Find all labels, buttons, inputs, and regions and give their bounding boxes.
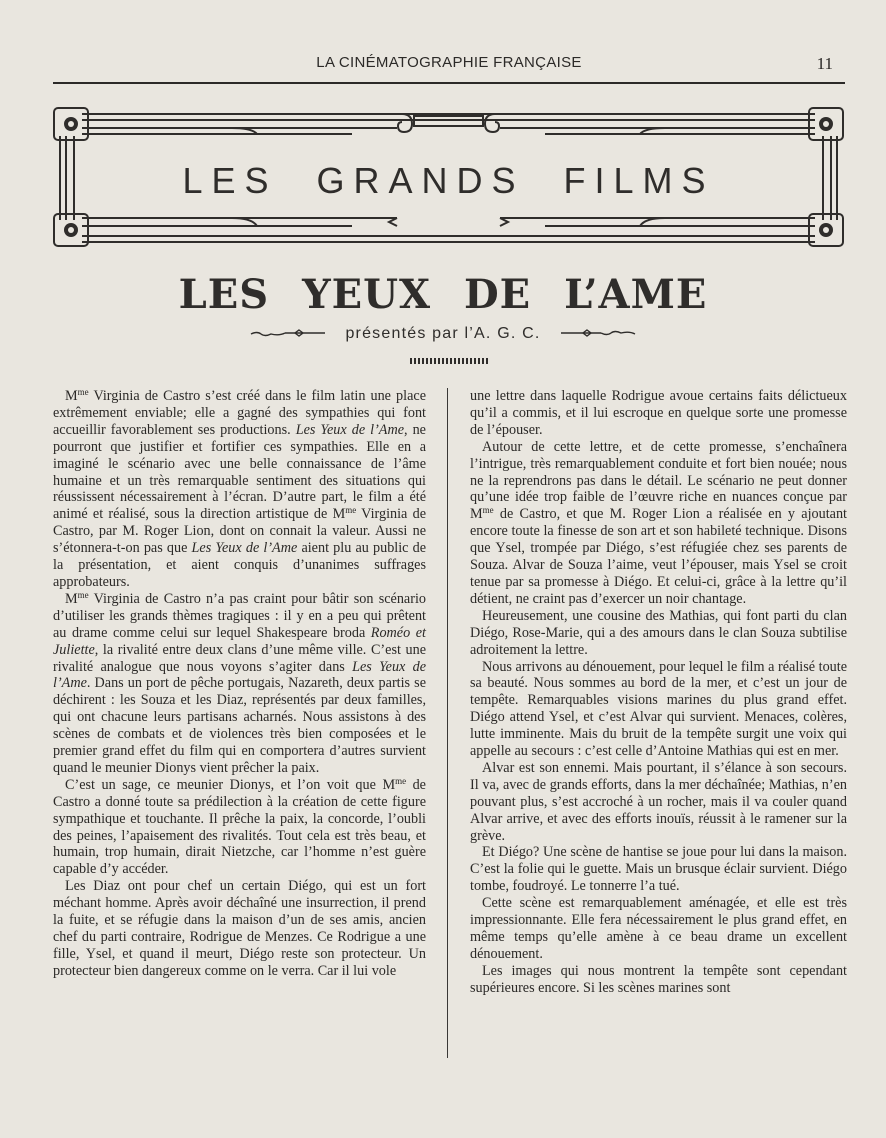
banner-title: LES GRANDS FILMS xyxy=(182,160,715,201)
paragraph: Nous arrivons au dénouement, pour lequel le film a réalisé toute sa beauté. Nous sommes au bord de la mer, et c’est un jour de tempête. Remarquables visions marines du plus grand effet. Diégo attend Ysel, et c’est Alvar qui survient. Menaces, colères, lutte imminente. Mais du bruit de la tempête surgit une voix qui appelle au secours : c’est celle d’Antoine Mathias qui est en mer. xyxy=(470,658,847,760)
text-run: aient plu au public de la présentation, et aient conquis d’unanimes suffrages approbateurs. xyxy=(53,540,427,590)
left-column xyxy=(53,388,426,980)
text-run: . Dans un port de pêche portugais, Nazareth, deux partis se déchirent : les Souza et les Diaz, représentés par deux familles, qui ont chacune leurs partisans acharnés. Nous assistons à des scènes de combats et de violences très bien composées et le premier grand effet du film qui en comportera d’autres survient quand le meunier Dionys vient prêcher la paix. xyxy=(53,675,426,776)
text-run: , la rivalité entre deux clans d’une même ville. C’est une rivalité analogue que nous voyons s’agiter dans xyxy=(53,641,426,675)
film-title-ref: Les Yeux de l’Ame xyxy=(191,540,298,557)
text-run: , ne pourront que justifier et fortifier ces sympathies. Elle en a imaginé le scénario avec une belle connaissance de l’âme humaine et un très remarquable sentiment des situations qui réussissent nécessairement à l’écran. D’autre part, le film a été animé et réalisé, sous la direction artistique de M xyxy=(53,421,426,523)
presenter-text: présentés par l’A. G. C. xyxy=(345,325,541,342)
paragraph: Cette scène est remarquablement aménagée, et elle est très impressionnante. Elle fera nécessairement le plus grand effet, en même temps qu’elle amène à ce beau drame un excellent dénouement. xyxy=(470,895,847,962)
paragraph: Les images qui nous montrent la tempête sont cependant supérieures encore. Si les scènes marines sont xyxy=(470,962,847,996)
right-flourish-icon xyxy=(559,329,637,339)
paragraph: Alvar est son ennemi. Mais pourtant, il s’élance à son secours. Il va, avec de grands efforts, dans la mer déchaînée; Mathias, n’en pouvant plus, s’est accroché à un rocher, mais il va couler quand Alvar arrive, et avec des efforts inouïs, réussit à le ramener sur la grève. xyxy=(470,759,847,844)
divider-dots xyxy=(410,358,488,364)
paragraph xyxy=(53,388,426,591)
paragraph xyxy=(53,591,426,777)
play-title-ref: Roméo et Juliette xyxy=(53,624,426,658)
presenter-line xyxy=(0,325,886,347)
paragraph: Heureusement, une cousine des Mathias, qui font parti du clan Diégo, Rose-Marie, qui a des amours dans le clan Souza subtilise adroitement la lettre. xyxy=(470,607,847,658)
column-divider xyxy=(447,388,448,1058)
text-run: de Castro a donné toute sa prédilection à la création de cette figure sympathique et touchante. Il prêche la paix, la concorde, l’oubli des peines, l’apaisement des rivalités. Tout cela est très beau, et humain, trop humain, dirait Nietzche, car l’homme n’est guère capable d’y accéder. xyxy=(53,776,426,878)
journal-title: LA CINÉMATOGRAPHIE FRANÇAISE xyxy=(316,54,582,71)
title-sup: me xyxy=(345,505,357,516)
title-sup: me xyxy=(482,505,494,516)
film-title-ref: Les Yeux de l’Ame xyxy=(53,658,427,692)
paragraph: Les Diaz ont pour chef un certain Diégo, qui est un fort méchant homme. Après avoir déchaîné une insurrection, il prend la fuite, et se réfugie dans la maison d’un de ses amis, ancien chef du parti contraire, Rodrigue de Menzes. Ce Rodrigue a une fille, Ysel, et quand il meurt, Diégo reste son protecteur. Un protecteur bien dangereux comme on le verra. Car il lui vole xyxy=(53,878,426,979)
title-sup: me xyxy=(77,387,89,397)
film-title-ref: Les Yeux de l’Ame xyxy=(295,421,405,438)
text-run: Autour de cette lettre, et de cette promesse, s’enchaînera l’intrigue, très remarquablement conduite et fort bien nouée; nous ne la reprendrons pas dans le détail. Le scénario ne peut donner qu’une idée trop faible de l’œuvre riche en nuances conçue par M xyxy=(470,438,847,523)
left-flourish-icon xyxy=(249,329,327,339)
page-header xyxy=(53,54,845,84)
text-run: C’est un sage, ce meunier Dionys, et l’on voit que M xyxy=(65,776,396,793)
text-run: Virginia de Castro, par M. Roger Lion, dont on connait la valeur. Aussi ne s’étonnera-t-on pas que xyxy=(53,506,426,557)
paragraph: Et Diégo? Une scène de hantise se joue pour lui dans la maison. C’est la folie qui le guette. Mais un brusque éclair survient. Diégo tombe, foudroyé. Le tonnerre l’a tué. xyxy=(470,844,847,895)
page-number: 11 xyxy=(816,54,833,73)
paragraph xyxy=(470,439,847,608)
paragraph: une lettre dans laquelle Rodrigue avoue certains faits délictueux qu’il a commis, et il lui escroque en quelque sorte une promesse de l’épouser. xyxy=(470,388,847,438)
title-sup: me xyxy=(395,775,407,786)
title-sup: me xyxy=(77,589,89,600)
right-column xyxy=(470,388,847,997)
paragraph xyxy=(53,777,426,878)
text-run: Virginia de Castro s’est créé dans le film latin une place extrêmement enviable; elle a gagné des sympathies qui font accueillir favorablement ses productions. xyxy=(53,388,426,438)
title-abbrev: M xyxy=(65,388,78,404)
article-title: LES YEUX DE L’AME xyxy=(178,271,708,318)
text-run: Virginia de Castro n’a pas craint pour bâtir son scénario d’utiliser les grands thèmes tragiques : il y en a peu qui prêtent au drame comme celui sur lequel Shakespeare broda xyxy=(53,590,426,641)
section-banner xyxy=(52,106,845,250)
text-run: de Castro, et que M. Roger Lion a réalisée en y ajoutant encore toute la finesse de son art et son habileté technique. Disons que Ysel, trompée par Diégo, s’est réfugiée chez ses parents de Souza. Alvar de Souza l’aime, veut l’épouser, mais Ysel se croit tenue par sa promesse à Diégo. Et celui-ci, grâce à la lettre qu’il détient, ne craint pas d’exercer un noir chantage. xyxy=(470,506,847,607)
title-abbrev: M xyxy=(65,590,78,607)
